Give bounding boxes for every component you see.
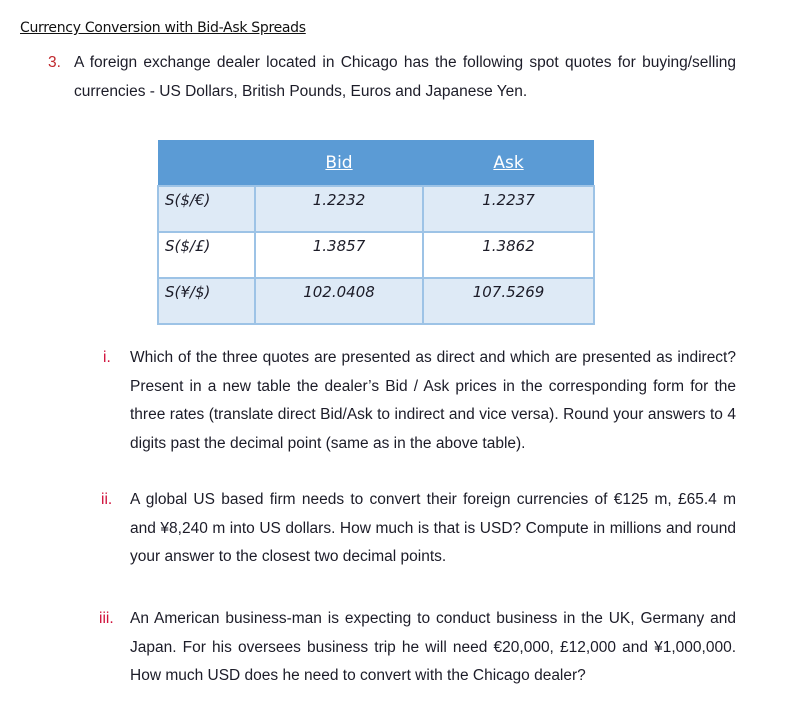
header-bid: Bid — [255, 140, 423, 186]
subquestion-number: iii. — [99, 610, 114, 627]
bid-value: 1.3857 — [255, 232, 423, 278]
question-text: A foreign exchange dealer located in Chicago has the following spot quotes for buying/selling currencies - US Dollars, British Pounds, Euros and Japanese Yen. — [74, 54, 736, 100]
subquestion-text: An American business-man is expecting to conduct business in the UK, Germany and Japan. For his oversees business trip he will need €20,000, £12,000 and ¥1,000,000. How much USD does he need to convert with the Chicago dealer? — [130, 610, 736, 684]
ask-value: 1.2237 — [423, 186, 594, 232]
bid-value: 1.2232 — [255, 186, 423, 232]
rate-label: S($/£) — [158, 232, 255, 278]
subquestion-number: i. — [103, 349, 111, 366]
rate-label: S($/€) — [158, 186, 255, 232]
table-row — [158, 186, 594, 232]
question-number: 3. — [48, 54, 61, 71]
rate-label: S(¥/$) — [158, 278, 255, 324]
quotes-table — [157, 140, 595, 325]
subquestion-text: Which of the three quotes are presented as direct and which are presented as indirect? Present in a new table the dealer’s Bid / Ask prices in the corresponding form for the three rates (translate direct Bid/Ask to indirect and vice versa). Round your answers to 4 digits past the decimal point (same as in the above table). — [130, 349, 736, 452]
header-ask: Ask — [423, 140, 594, 186]
ask-value: 107.5269 — [423, 278, 594, 324]
bid-value: 102.0408 — [255, 278, 423, 324]
header-empty — [158, 140, 255, 186]
table-row — [158, 232, 594, 278]
table-row — [158, 278, 594, 324]
section-title: Currency Conversion with Bid-Ask Spreads — [20, 20, 306, 36]
subquestion-number: ii. — [101, 491, 113, 508]
subquestion-text: A global US based firm needs to convert their foreign currencies of €125 m, £65.4 m and ¥8,240 m into US dollars. How much is that is USD? Compute in millions and round your answer to the closest two decimal points. — [130, 491, 736, 565]
ask-value: 1.3862 — [423, 232, 594, 278]
